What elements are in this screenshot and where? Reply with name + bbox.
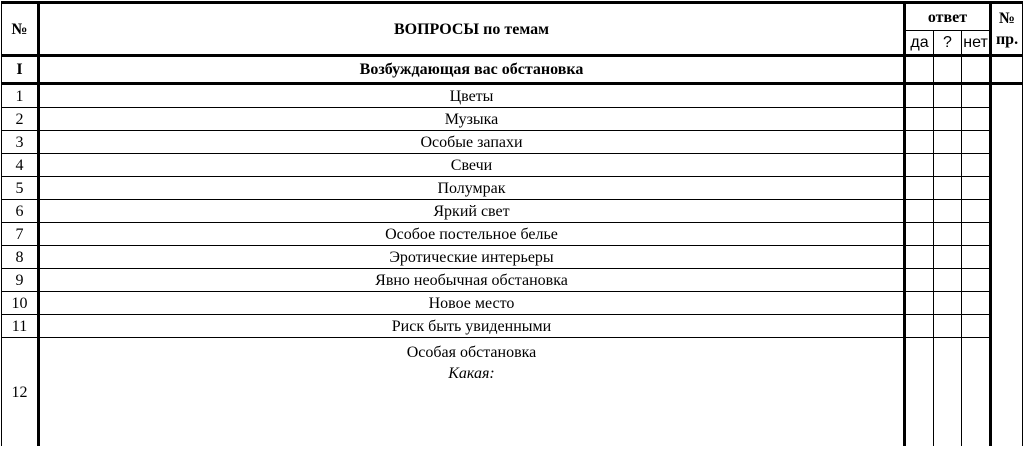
row-number: 11 <box>2 315 39 338</box>
answer-no-box[interactable] <box>962 223 991 246</box>
answer-no-box[interactable] <box>962 84 991 108</box>
row-question: Риск быть увиденными <box>39 315 905 338</box>
row-number: 7 <box>2 223 39 246</box>
header-answer-yes: да <box>905 31 934 56</box>
answer-unsure-box[interactable] <box>934 338 962 447</box>
answer-yes-box[interactable] <box>905 269 934 292</box>
row-question: Особое постельное белье <box>39 223 905 246</box>
answer-yes-box[interactable] <box>905 315 934 338</box>
header-answer-no: нет <box>962 31 991 56</box>
answer-unsure-box[interactable] <box>934 154 962 177</box>
answer-yes-box[interactable] <box>905 131 934 154</box>
answer-unsure-box[interactable] <box>934 131 962 154</box>
answer-unsure-box[interactable] <box>934 84 962 108</box>
row-number: 12 <box>2 338 39 447</box>
answer-yes-box[interactable] <box>905 338 934 447</box>
row-question: Полумрак <box>39 177 905 200</box>
answer-yes-box[interactable] <box>905 177 934 200</box>
row-number: 1 <box>2 84 39 108</box>
row-number: 9 <box>2 269 39 292</box>
questionnaire-table <box>1 1 1023 446</box>
section-answer-unsure <box>934 56 962 84</box>
row-question: Особые запахи <box>39 131 905 154</box>
header-number: № <box>11 20 28 38</box>
row-number: 4 <box>2 154 39 177</box>
answer-no-box[interactable] <box>962 246 991 269</box>
answer-yes-box[interactable] <box>905 84 934 108</box>
row-number: 2 <box>2 108 39 131</box>
section-number: I <box>2 56 39 84</box>
answer-unsure-box[interactable] <box>934 177 962 200</box>
row-question: Эротические интерьеры <box>39 246 905 269</box>
answer-no-box[interactable] <box>962 177 991 200</box>
header-practice-number-line2: пр. <box>995 31 1019 48</box>
custom-setting-prompt: Какая: <box>448 365 495 382</box>
answer-no-box[interactable] <box>962 338 991 447</box>
answer-yes-box[interactable] <box>905 200 934 223</box>
header-number-cell <box>2 3 39 56</box>
section-answer-yes <box>905 56 934 84</box>
section-practice-number <box>991 56 1023 84</box>
answer-no-box[interactable] <box>962 154 991 177</box>
row-number: 8 <box>2 246 39 269</box>
row-number: 6 <box>2 200 39 223</box>
answer-unsure-box[interactable] <box>934 269 962 292</box>
header-title: ВОПРОСЫ по темам <box>393 20 549 38</box>
answer-unsure-box[interactable] <box>934 292 962 315</box>
section-answer-no <box>962 56 991 84</box>
answer-unsure-box[interactable] <box>934 200 962 223</box>
answer-no-box[interactable] <box>962 200 991 223</box>
answer-no-box[interactable] <box>962 292 991 315</box>
answer-yes-box[interactable] <box>905 246 934 269</box>
header-practice-number-cell <box>991 3 1023 56</box>
answer-yes-box[interactable] <box>905 292 934 315</box>
answer-no-box[interactable] <box>962 315 991 338</box>
row-question: Цветы <box>39 84 905 108</box>
header-answer-group-cell <box>905 3 991 31</box>
row-question: Свечи <box>39 154 905 177</box>
answer-unsure-box[interactable] <box>934 223 962 246</box>
answer-yes-box[interactable] <box>905 108 934 131</box>
row-question: Новое место <box>39 292 905 315</box>
row-question: Особая обстановка <box>406 344 537 361</box>
row-number: 5 <box>2 177 39 200</box>
answer-no-box[interactable] <box>962 108 991 131</box>
header-answer-unsure: ? <box>934 31 962 56</box>
answer-no-box[interactable] <box>962 131 991 154</box>
header-title-cell <box>39 3 905 56</box>
header-practice-number-line1: № <box>998 10 1016 27</box>
row-question: Явно необычная обстановка <box>39 269 905 292</box>
row-number: 10 <box>2 292 39 315</box>
section-title: Возбуждающая вас обстановка <box>39 56 905 84</box>
row-number: 3 <box>2 131 39 154</box>
row-question-custom <box>39 338 905 447</box>
row-question: Яркий свет <box>39 200 905 223</box>
answer-yes-box[interactable] <box>905 223 934 246</box>
answer-unsure-box[interactable] <box>934 246 962 269</box>
answer-unsure-box[interactable] <box>934 108 962 131</box>
row-question: Музыка <box>39 108 905 131</box>
answer-yes-box[interactable] <box>905 154 934 177</box>
practice-number-column <box>991 84 1023 447</box>
answer-unsure-box[interactable] <box>934 315 962 338</box>
answer-no-box[interactable] <box>962 269 991 292</box>
header-answer-group: ответ <box>927 8 968 26</box>
